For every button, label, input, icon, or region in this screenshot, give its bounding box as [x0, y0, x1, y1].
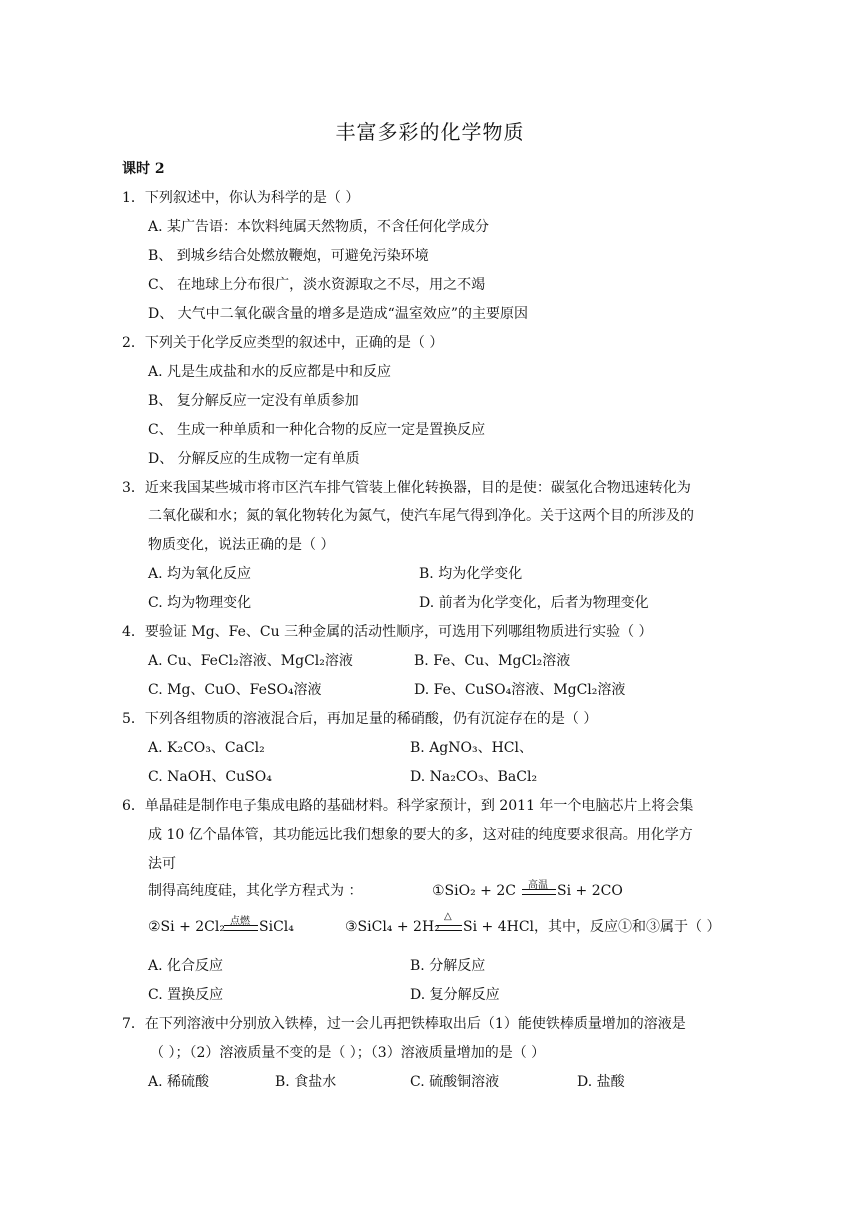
q5-stem: 5．下列各组物质的溶液混合后，再加足量的稀硝酸，仍有沉淀存在的是（ ） — [122, 711, 598, 727]
q5-option-d: D. Na₂CO₃、BaCl₂ — [410, 769, 538, 785]
q3-stem-line1: 3．近来我国某些城市将市区汽车排气管装上催化转换器，目的是使：碳氢化合物迅速转化为 — [122, 480, 691, 496]
q3-stem-line3: 物质变化，说法正确的是（ ） — [148, 537, 335, 553]
q7-stem-line2: （ ）；（2）溶液质量不变的是（ ）；（3）溶液质量增加的是（ ） — [150, 1045, 546, 1061]
q1-option-b: B、 到城乡结合处燃放鞭炮，可避免污染环境 — [148, 248, 429, 264]
q4-option-c: C. Mg、CuO、FeSO₄溶液 — [148, 682, 322, 698]
q3-option-a: A. 均为氧化反应 — [148, 566, 252, 582]
equation-2-equals-sign — [224, 925, 258, 931]
q7-option-a: A. 稀硫酸 — [148, 1074, 210, 1090]
equation-1-condition: 高温 — [528, 880, 548, 891]
q6-option-d: D. 复分解反应 — [410, 987, 500, 1003]
q2-stem: 2．下列关于化学反应类型的叙述中，正确的是（ ） — [122, 335, 444, 351]
q6-option-b: B. 分解反应 — [410, 958, 486, 974]
q5-option-a: A. K₂CO₃、CaCl₂ — [148, 740, 265, 756]
q3-option-d: D. 前者为化学变化，后者为物理变化 — [419, 595, 649, 611]
page-title: 丰富多彩的化学物质 — [335, 120, 525, 144]
q3-option-c: C. 均为物理变化 — [148, 595, 252, 611]
q2-option-c: C、 生成一种单质和一种化合物的反应一定是置换反应 — [148, 422, 486, 438]
q4-option-a: A. Cu、FeCl₂溶液、MgCl₂溶液 — [148, 653, 353, 669]
q1-option-a: A. 某广告语：本饮料纯属天然物质，不含任何化学成分 — [148, 219, 490, 235]
q6-stem-line4: 制得高纯度硅，其化学方程式为 ： — [148, 883, 363, 899]
q6-option-a: A. 化合反应 — [148, 958, 224, 974]
equation-2-condition: 点燃 — [230, 916, 250, 927]
q1-stem: 1．下列叙述中，你认为科学的是（ ） — [122, 190, 360, 206]
equation-3-reactants: ③SiCl₄ + 2H₂ — [345, 919, 440, 935]
q7-option-b: B. 食盐水 — [275, 1074, 337, 1090]
q4-stem: 4．要验证 Mg、Fe、Cu 三种金属的活动性顺序，可选用下列哪组物质进行实验（ ） — [122, 624, 653, 640]
equation-3-equals-sign — [436, 925, 462, 931]
equation-2-products: SiCl₄ — [259, 919, 294, 935]
q3-stem-line2: 二氧化碳和水；氮的氧化物转化为氮气，使汽车尾气得到净化。关于这两个目的所涉及的 — [148, 508, 694, 524]
q7-option-d: D. 盐酸 — [577, 1074, 625, 1090]
q1-option-c: C、 在地球上分布很广，淡水资源取之不尽，用之不竭 — [148, 277, 486, 293]
q6-stem-line1: 6．单晶硅是制作电子集成电路的基础材料。科学家预计，到 2011 年一个电脑芯片上将会集 — [122, 798, 694, 814]
q2-option-b: B、 复分解反应一定没有单质参加 — [148, 393, 359, 409]
equation-3-condition: △ — [444, 911, 452, 922]
q4-option-b: B. Fe、Cu、MgCl₂溶液 — [414, 653, 571, 669]
q5-option-b: B. AgNO₃、HCl、 — [410, 740, 533, 756]
lesson-label: 课时 2 — [122, 161, 165, 177]
q2-option-d: D、 分解反应的生成物一定有单质 — [148, 451, 360, 467]
q7-stem-line1: 7．在下列溶液中分别放入铁棒，过一会儿再把铁棒取出后（1）能使铁棒质量增加的溶液是 — [122, 1016, 686, 1032]
q6-stem-line3: 法可 — [148, 856, 176, 872]
q2-option-a: A. 凡是生成盐和水的反应都是中和反应 — [148, 364, 392, 380]
q7-option-c: C. 硫酸铜溶液 — [410, 1074, 500, 1090]
equation-1-equals-sign — [522, 889, 556, 895]
equation-1-reactants: ①SiO₂ + 2C — [432, 883, 516, 899]
q6-option-c: C. 置换反应 — [148, 987, 224, 1003]
q3-option-b: B. 均为化学变化 — [419, 566, 523, 582]
equation-1-products: Si + 2CO — [557, 883, 623, 899]
q1-option-d: D、 大气中二氧化碳含量的增多是造成“温室效应”的主要原因 — [148, 306, 528, 322]
q6-stem-line2: 成 10 亿个晶体管，其功能远比我们想象的要大的多，这对硅的纯度要求很高。用化学方 — [148, 827, 693, 843]
q4-option-d: D. Fe、CuSO₄溶液、MgCl₂溶液 — [414, 682, 626, 698]
q5-option-c: C. NaOH、CuSO₄ — [148, 769, 272, 785]
equation-3-products: Si + 4HCl，其中，反应①和③属于（ ） — [463, 919, 721, 935]
equation-2-reactants: ②Si + 2Cl₂ — [148, 919, 225, 935]
